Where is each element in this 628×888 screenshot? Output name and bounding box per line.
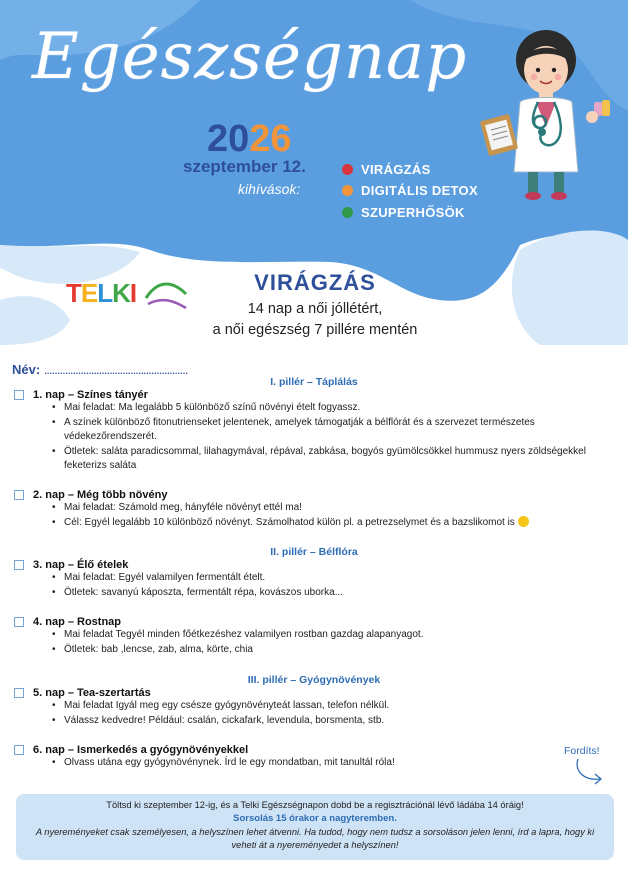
day-item [14, 559, 614, 600]
day-task: • Ötletek: saláta paradicsommal, lilahagymával, répával, zabkása, bogyós gyümölcsökkel hummusz nyers zöldségekkel feketerizs saláta [52, 445, 614, 474]
year-part1: 20 [207, 118, 250, 160]
day-item [14, 687, 614, 728]
challenge-label: DIGITÁLIS DETOX [361, 183, 478, 198]
section-subtitle-line1: 14 nap a női jóllétért, [247, 301, 383, 317]
day-checkbox[interactable] [14, 745, 24, 755]
day-task: • A színek különböző fitonutrienseket jelentenek, amelyek támogatják a bélflórát és a szervezet természetes védekezőrendszerét. [52, 416, 614, 445]
day-item [14, 389, 614, 474]
event-date: szeptember 12. [183, 157, 306, 176]
day-task: • Mai feladat Igyál meg egy csésze gyógynövényteát lassan, telefon nélkül. [52, 699, 614, 714]
day-task: • Olvass utána egy gyógynövénynek. Írd le egy mondatban, mit tanultál róla! [52, 756, 614, 771]
day-heading [14, 687, 614, 699]
day-checkbox[interactable] [14, 688, 24, 698]
day-task-text: Cél: Egyél legalább 10 különböző növényt. Számolhatod külön pl. a petrezselymet és a bazslikomot is [64, 516, 515, 528]
name-field[interactable] [12, 362, 187, 377]
day-checkbox[interactable] [14, 617, 24, 627]
day-task-list [52, 501, 614, 530]
footer-line2: Sorsolás 15 órakor a nagyteremben. [233, 813, 397, 824]
challenge-item [342, 205, 465, 220]
day-task-list [52, 699, 614, 728]
day-checkbox[interactable] [14, 490, 24, 500]
challenge-label: VIRÁGZÁS [361, 162, 431, 177]
year-part2: 26 [249, 118, 292, 160]
day-task: • Mai feladat: Számold meg, hányféle növényt ettél ma! [52, 501, 614, 516]
day-task: • Válassz kedvedre! Például: csalán, cickafark, levendula, borsmenta, stb. [52, 714, 614, 729]
day-task-list [52, 628, 614, 657]
challenge-item [342, 183, 478, 198]
pillar-heading: III. pillér – Gyógynövények [247, 674, 381, 686]
day-task: • Mai feladat: Egyél valamilyen fermentált ételt. [52, 571, 614, 586]
svg-text:TELKI: TELKI [66, 278, 137, 308]
day-item [14, 744, 614, 771]
day-task: • Ötletek: savanyú káposzta, fermentált répa, kovászos uborka... [52, 586, 614, 601]
footer-line1: Töltsd ki szeptember 12-ig, és a Telki Egészségnapon dobd be a regisztrációnál lévő ládába 14 óráig! [106, 800, 524, 810]
day-heading [14, 559, 614, 571]
main-title: Egészségnap [32, 20, 468, 94]
challenge-label: SZUPERHŐSÖK [361, 205, 465, 220]
footer-line3: A nyereményeket csak személyesen, a helyszínen lehet átvenni. Ha tudod, hogy nem tudsz a sorsoláson jelen lenni, írd a lapra, hogy ki veheti át a nyereményedet a helyszínen! [35, 827, 595, 850]
day-heading [14, 744, 614, 756]
year [207, 118, 292, 161]
day-title: 5. nap – Tea-szertartás [33, 687, 151, 699]
day-title: 4. nap – Rostnap [33, 616, 122, 628]
day-task-list [52, 571, 614, 600]
day-task: • Mai feladat Tegyél minden főétkezéshez valamilyen rostban gazdag alapanyagot. [52, 628, 614, 643]
challenges-label: kihívások: [238, 181, 301, 197]
name-dotted-line: ....................................................... [43, 362, 188, 377]
day-checkbox[interactable] [14, 560, 24, 570]
name-label: Név: [12, 362, 41, 377]
day-item [14, 489, 614, 530]
day-task: • Ötletek: bab ,lencse, zab, alma, körte, chia [52, 643, 614, 658]
day-task-list [52, 756, 614, 771]
day-heading [14, 389, 614, 401]
challenge-item [342, 162, 431, 177]
day-title: 3. nap – Élő ételek [33, 559, 129, 571]
curved-arrow-icon [574, 757, 608, 787]
day-heading [14, 616, 614, 628]
day-title: 2. nap – Még több növény [33, 489, 168, 501]
day-task [52, 516, 614, 531]
pillar-heading: II. pillér – Bélflóra [270, 546, 358, 558]
challenge-dot-red [342, 164, 353, 175]
smiley-icon [518, 516, 529, 527]
challenge-dot-green [342, 207, 353, 218]
day-heading [14, 489, 614, 501]
day-item [14, 616, 614, 657]
day-title: 6. nap – Ismerkedés a gyógynövényekkel [33, 744, 249, 756]
pillar-heading: I. pillér – Táplálás [270, 376, 358, 388]
footer-info-box [16, 794, 614, 860]
doctor-illustration [476, 22, 616, 202]
turn-over-label: Fordíts! [564, 745, 600, 757]
day-checkbox[interactable] [14, 390, 24, 400]
day-task: • Mai feladat: Ma legalább 5 különböző színű növényi ételt fogyassz. [52, 401, 614, 416]
section-title: VIRÁGZÁS [254, 270, 376, 295]
section-subtitle-line2: a női egészség 7 pillére mentén [212, 322, 418, 338]
day-task-list [52, 401, 614, 474]
day-title: 1. nap – Színes tányér [33, 389, 148, 401]
challenge-dot-orange [342, 185, 353, 196]
